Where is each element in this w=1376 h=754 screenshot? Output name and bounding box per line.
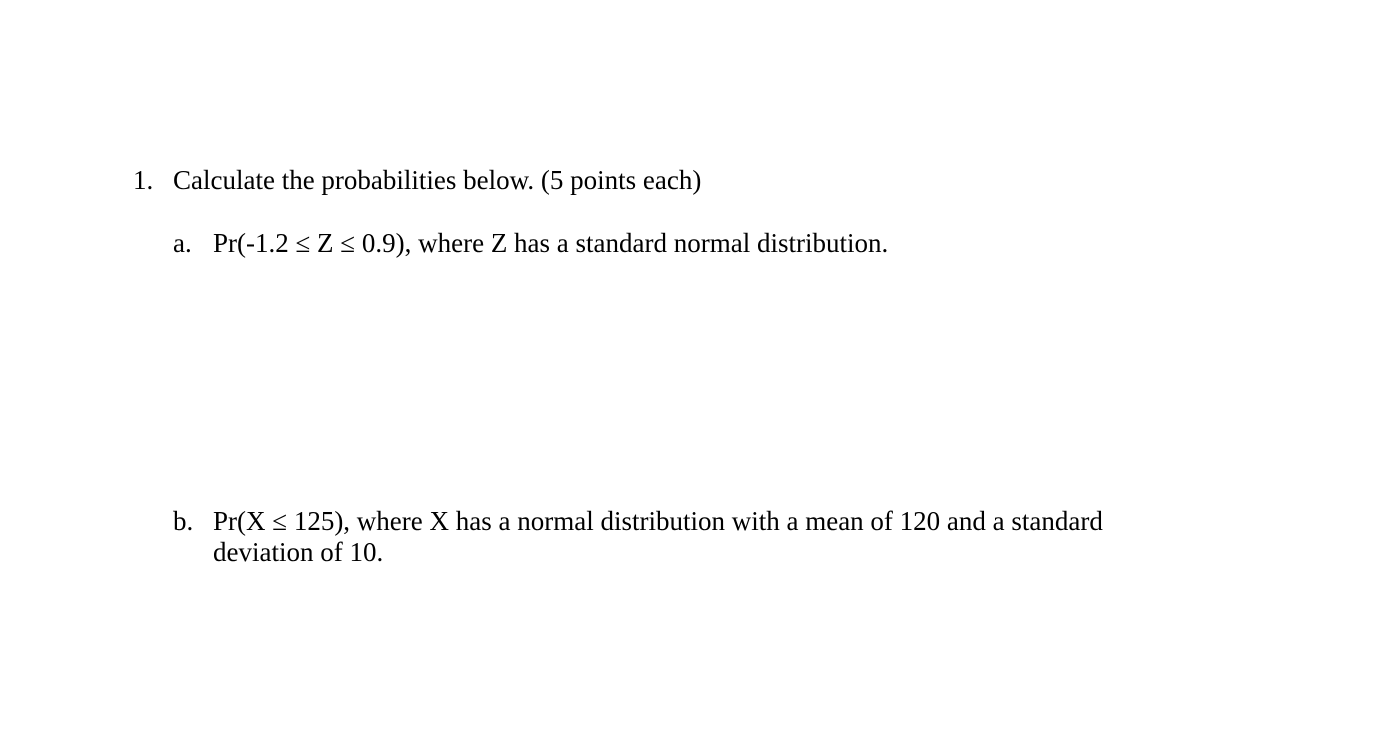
part-a-label: a. bbox=[173, 228, 192, 258]
part-b-label: b. bbox=[173, 506, 194, 536]
question-text: Calculate the probabilities below. (5 points each) bbox=[173, 165, 702, 195]
part-b-text: Pr(X ≤ 125), where X has a normal distribution with a mean of 120 and a standard deviation of 10. bbox=[213, 506, 1103, 567]
part-a-text: Pr(-1.2 ≤ Z ≤ 0.9), where Z has a standard normal distribution. bbox=[213, 228, 889, 258]
question-number: 1. bbox=[133, 165, 154, 195]
